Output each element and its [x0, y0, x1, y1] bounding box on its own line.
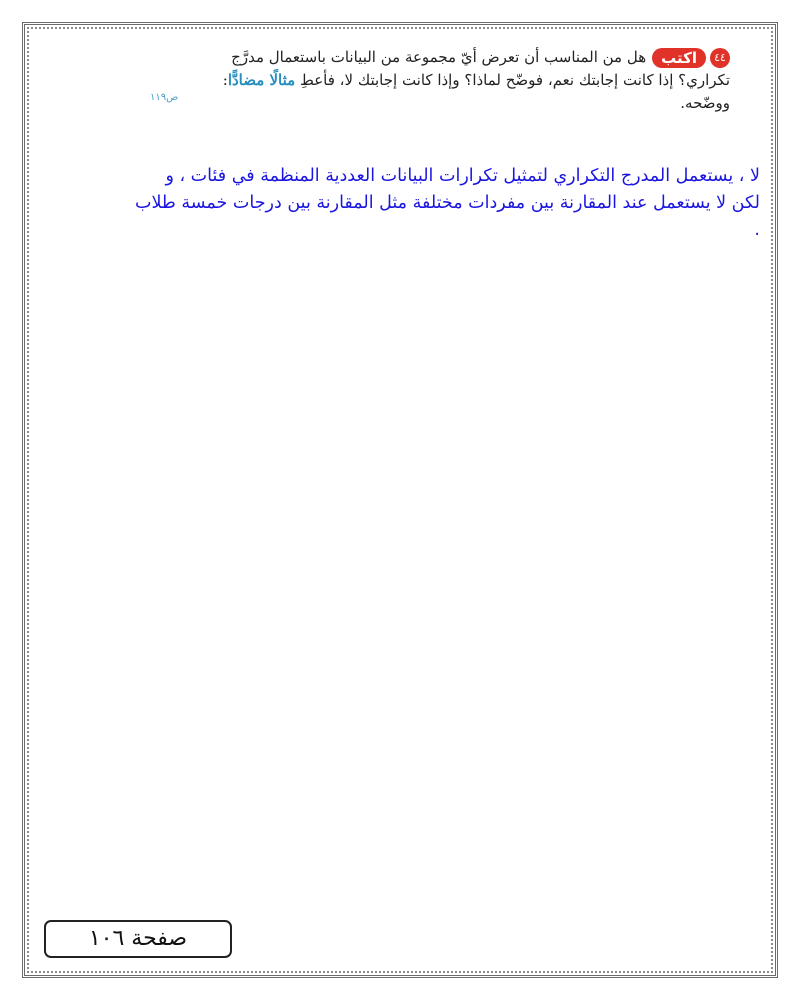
question-text-2: تكراري؟ إذا كانت إجابتك نعم، فوضّح لماذا؟ وإذا كانت إجابتك لا، فأعطِ — [299, 71, 730, 89]
exercise-question — [110, 46, 730, 115]
handwritten-answer — [44, 163, 760, 244]
answer-line-1: لا ، يستعمل المدرج التكراري لتمثيل تكرارات البيانات العددية المنظمة في فئات ، و — [165, 166, 760, 186]
question-line-3: ووضّحه. — [680, 94, 730, 112]
question-line-2 — [110, 69, 730, 92]
page-number-label: صفحة ١٠٦ — [44, 920, 232, 958]
question-line-1 — [110, 46, 730, 69]
answer-line-3: . — [754, 220, 760, 240]
question-badge: اكتب — [652, 48, 706, 68]
question-colon: : — [222, 71, 228, 89]
answer-line-2: لكن لا يستعمل عند المقارنة بين مفردات مختلفة مثل المقارنة بين درجات خمسة طلاب — [135, 193, 760, 213]
question-text-1: هل من المناسب أن تعرض أيّ مجموعة من البيانات باستعمال مدرَّج — [231, 48, 647, 66]
question-number: ٤٤ — [710, 48, 730, 68]
question-reference: ص١١٩ — [150, 92, 179, 103]
question-highlight: مثالًا مضادًّا — [227, 71, 296, 89]
